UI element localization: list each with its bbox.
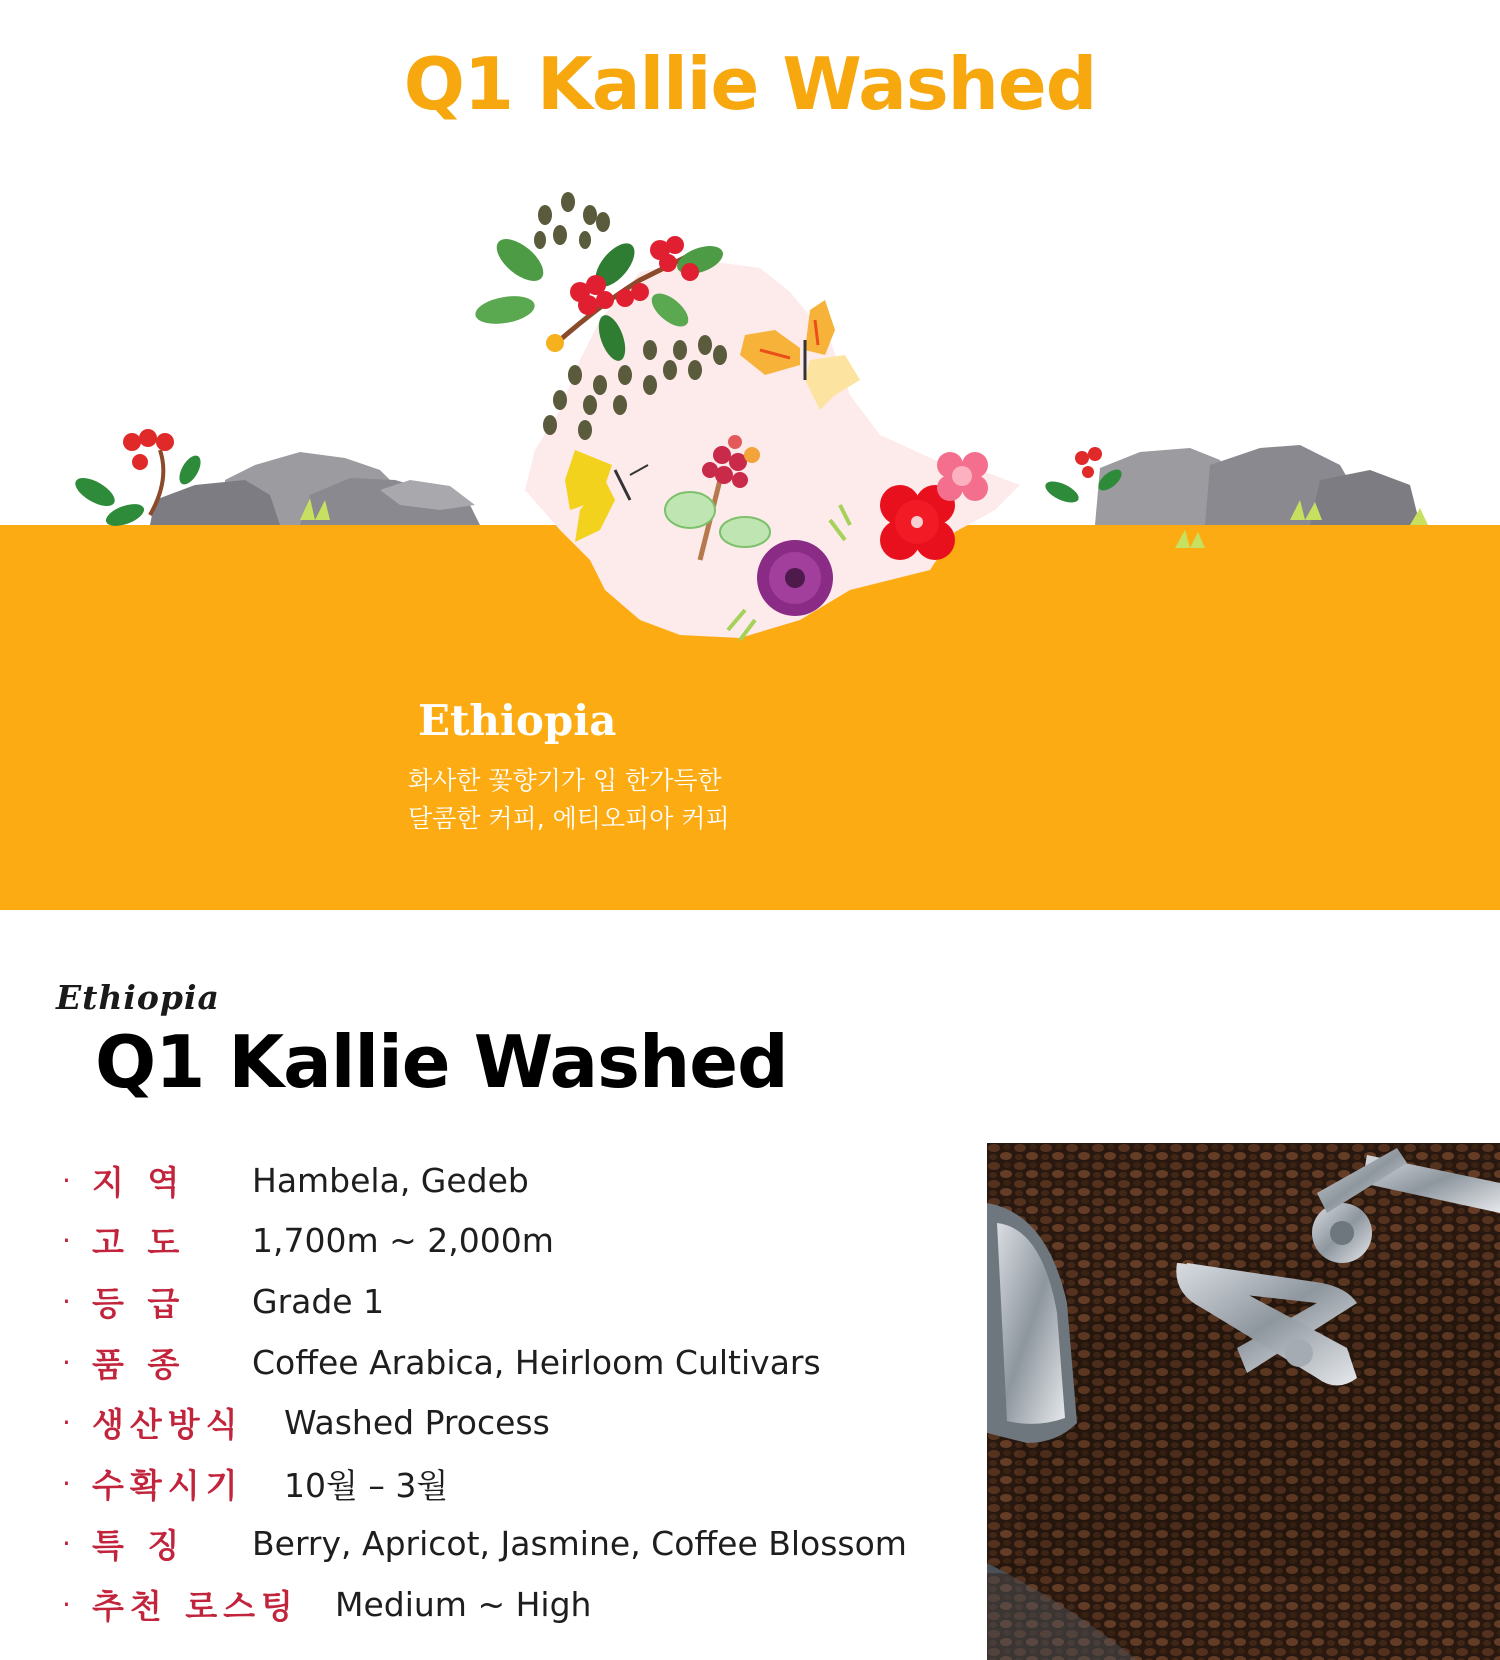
spec-value: Hambela, Gedeb [252, 1160, 529, 1200]
spec-row-region: · 지 역 Hambela, Gedeb [62, 1150, 962, 1211]
product-title: Q1 Kallie Washed [95, 1020, 788, 1104]
origin-script-label: Ethiopia [56, 978, 220, 1017]
spec-label: 등 급 [92, 1283, 186, 1323]
origin-description-line: 달콤한 커피, 에티오피아 커피 [408, 804, 730, 833]
spec-value: Grade 1 [252, 1281, 385, 1321]
spec-value: Washed Process [284, 1403, 550, 1443]
spec-list [62, 1150, 962, 1635]
ethiopia-illustration [0, 180, 1500, 650]
spec-value: Berry, Apricot, Jasmine, Coffee Blossom [252, 1524, 907, 1564]
spec-label: 생산방식 [92, 1405, 244, 1445]
spec-row-grade: · 등 급 Grade 1 [62, 1271, 962, 1332]
spec-value: 1,700m ~ 2,000m [252, 1221, 554, 1261]
spec-value: 10월 – 3월 [284, 1465, 449, 1505]
spec-value: Medium ~ High [335, 1584, 592, 1624]
origin-description [408, 762, 808, 838]
spec-row-altitude: · 고 도 1,700m ~ 2,000m [62, 1211, 962, 1272]
spec-value: Coffee Arabica, Heirloom Cultivars [252, 1342, 821, 1382]
spec-label: 추천 로스팅 [92, 1586, 299, 1626]
rock-icon [1095, 445, 1420, 525]
spec-row-harvest: · 수확시기 10월 – 3월 [62, 1453, 962, 1514]
spec-label: 지 역 [92, 1162, 186, 1202]
page-title: Q1 Kallie Washed [403, 42, 1097, 126]
spec-label: 고 도 [92, 1223, 186, 1263]
roaster-photo [987, 1143, 1500, 1660]
spec-row-notes: · 특 징 Berry, Apricot, Jasmine, Coffee Blossom [62, 1514, 962, 1575]
spec-row-variety: · 품 종 Coffee Arabica, Heirloom Cultivars [62, 1332, 962, 1393]
spec-row-process: · 생산방식 Washed Process [62, 1392, 962, 1453]
origin-description-line: 화사한 꽃향기가 입 한가득한 [408, 766, 722, 795]
origin-name: Ethiopia [418, 696, 617, 745]
spec-label: 특 징 [92, 1526, 186, 1566]
spec-label: 수확시기 [92, 1465, 244, 1505]
spec-label: 품 종 [92, 1344, 186, 1384]
spec-row-roast: · 추천 로스팅 Medium ~ High [62, 1574, 962, 1635]
